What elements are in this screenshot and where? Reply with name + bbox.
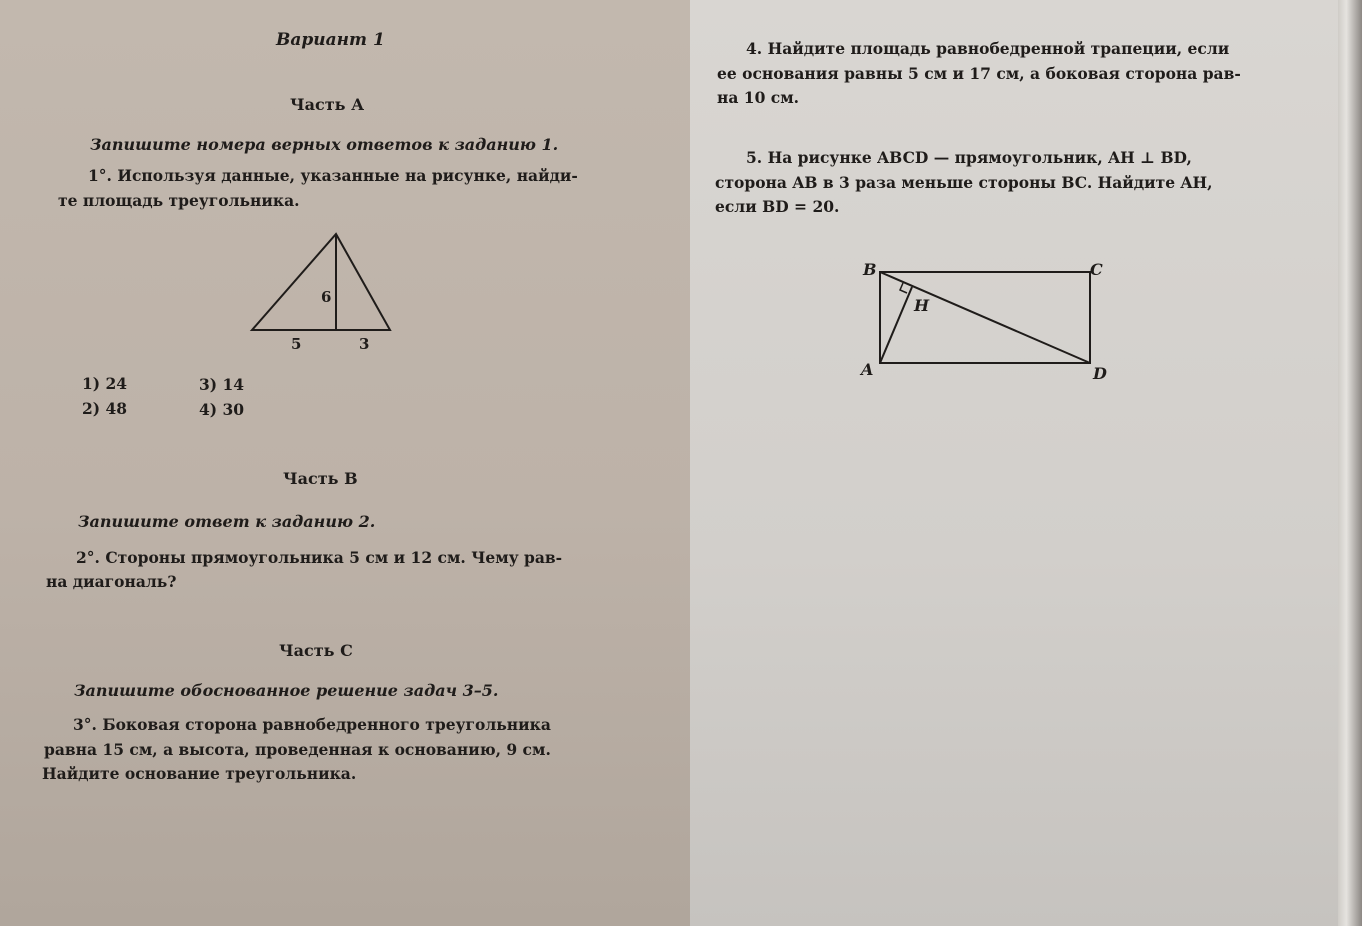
vertex-b: B (863, 260, 877, 279)
vertex-c: C (1090, 260, 1103, 279)
task3-line1: 3°. Боковая сторона равнобедренного треугольника (73, 715, 551, 734)
right-segment-label: 3 (359, 335, 370, 353)
point-h: H (914, 296, 930, 315)
task1-line2: те площадь треугольника. (58, 191, 300, 210)
task5-line1: 5. На рисунке ABCD — прямоугольник, AH ⊥ BD, (746, 148, 1192, 167)
option-4: 4) 30 (199, 400, 245, 419)
triangle-shape (252, 234, 390, 330)
part-a-heading: Часть А (290, 95, 365, 114)
triangle-figure (240, 225, 410, 360)
rectangle-figure (855, 255, 1120, 390)
vertex-a: A (861, 360, 874, 379)
task2-line1: 2°. Стороны прямоугольника 5 см и 12 см. Чему рав- (76, 548, 563, 567)
part-c-heading: Часть С (279, 641, 353, 660)
task4-line1: 4. Найдите площадь равнобедренной трапеции, если (746, 39, 1230, 58)
vertex-d: D (1093, 364, 1107, 383)
part-b-heading: Часть В (283, 469, 358, 488)
option-1: 1) 24 (82, 374, 128, 393)
variant-title: Вариант 1 (276, 30, 385, 50)
right-angle-mark (900, 283, 907, 293)
diagonal-bd (880, 272, 1090, 363)
part-a-instruction: Запишите номера верных ответов к заданию 1. (90, 135, 559, 154)
part-c-instruction: Запишите обоснованное решение задач 3–5. (74, 681, 499, 700)
task5-line3: если BD = 20. (715, 197, 840, 216)
task2-line2: на диагональ? (46, 572, 177, 591)
right-page (690, 0, 1338, 926)
segment-ah (880, 287, 912, 363)
task1-line1: 1°. Используя данные, указанные на рисунке, найди- (88, 166, 578, 185)
left-segment-label: 5 (291, 335, 302, 353)
task5-line2: сторона AB в 3 раза меньше стороны BC. Найдите AH, (715, 173, 1213, 192)
option-2: 2) 48 (82, 399, 128, 418)
task3-line3: Найдите основание треугольника. (42, 764, 357, 783)
option-3: 3) 14 (199, 375, 245, 394)
task3-line2: равна 15 см, а высота, проведенная к основанию, 9 см. (44, 740, 551, 759)
task4-line2: ее основания равны 5 см и 17 см, а боковая сторона рав- (717, 64, 1241, 83)
page-edge (1338, 0, 1362, 926)
part-b-instruction: Запишите ответ к заданию 2. (78, 512, 376, 531)
height-label: 6 (321, 288, 332, 306)
task4-line3: на 10 см. (717, 88, 800, 107)
